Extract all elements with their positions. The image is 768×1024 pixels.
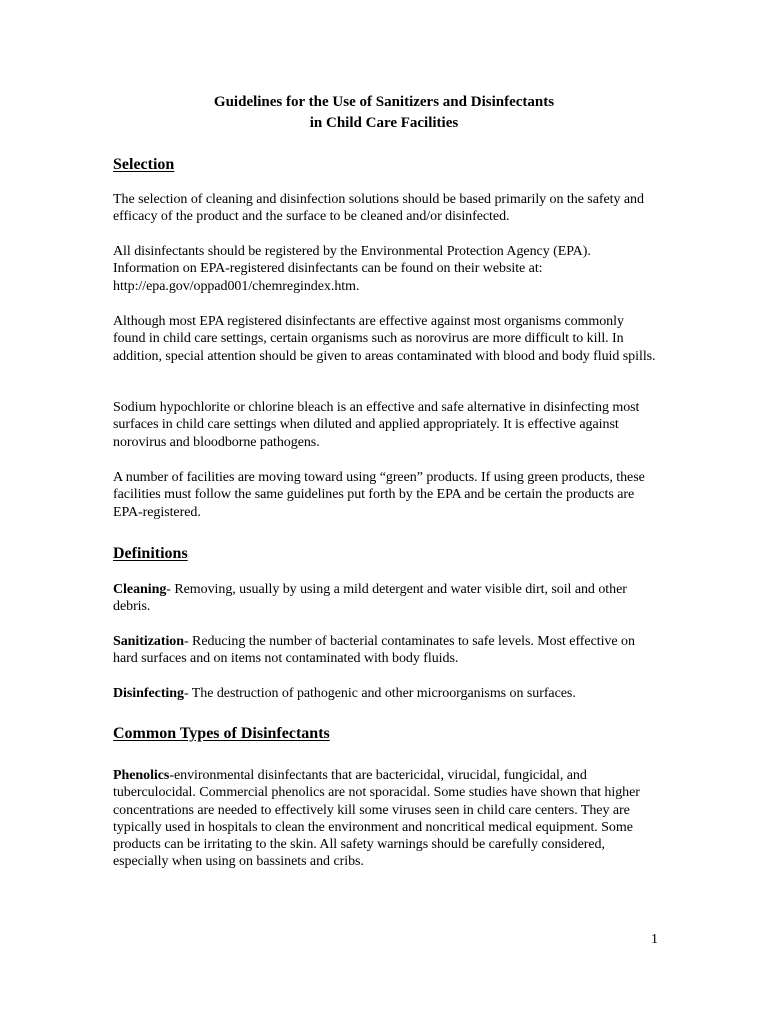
selection-paragraph: A number of facilities are moving toward using “green” products. If using green products, these facilities must follow the same guidelines put forth by the EPA and be certain the products are EPA-registered. [113,470,645,520]
selection-paragraph: Sodium hypochlorite or chlorine bleach is an effective and safe alternative in disinfecting most surfaces in child care settings when diluted and applied appropriately. It is effective against norovirus and bloodborne pathogens. [113,400,640,450]
document-title-line-2: in Child Care Facilities [309,115,459,131]
definition-term: Disinfecting [113,686,184,701]
section-heading-common-types: Common Types of Disinfectants [113,725,330,742]
disinfectant-type-item [113,767,658,871]
definition-term: Cleaning [113,582,167,597]
page-number: 1 [651,932,658,947]
document-title-line-1: Guidelines for the Use of Sanitizers and Disinfectants [213,94,555,110]
disinfectant-type-term: Phenolics [113,768,170,783]
definition-text: - Removing, usually by using a mild detergent and water visible dirt, soil and other debris. [113,582,627,615]
definition-item [113,633,658,668]
selection-paragraph: Although most EPA registered disinfectants are effective against most organisms commonly found in child care settings, certain organisms such as norovirus are more difficult to kill. In addition, special attention should be given to areas contaminated with blood and body fluid spills. [113,314,656,364]
selection-paragraph: All disinfectants should be registered by the Environmental Protection Agency (EPA). Information on EPA-registered disinfectants can be found on their website at: http://epa.gov/oppad001/chemregindex.htm. [113,244,591,294]
definition-text: - The destruction of pathogenic and other microorganisms on surfaces. [183,686,576,701]
disinfectant-type-text: -environmental disinfectants that are bactericidal, virucidal, fungicidal, and tuberculocidal. Commercial phenolics are not sporacidal. Some studies have shown that higher concentrations are needed to effectively kill some viruses seen in child care centers. They are typically used in hospitals to clean the environment and noncritical medical equipment. Some products can be irritating to the skin. All safety warnings should be carefully considered, especially when using on bassinets and cribs. [113,768,640,870]
definition-text: - Reducing the number of bacterial contaminates to safe levels. Most effective on hard surfaces and on items not contaminated with body fluids. [113,634,635,667]
definition-item [113,581,658,616]
definition-term: Sanitization [113,634,184,649]
section-heading-definitions: Definitions [113,545,188,562]
section-heading-selection: Selection [113,156,175,173]
selection-paragraph: The selection of cleaning and disinfection solutions should be based primarily on the safety and efficacy of the product and the surface to be cleaned and/or disinfected. [113,192,644,225]
definition-item [113,685,658,702]
